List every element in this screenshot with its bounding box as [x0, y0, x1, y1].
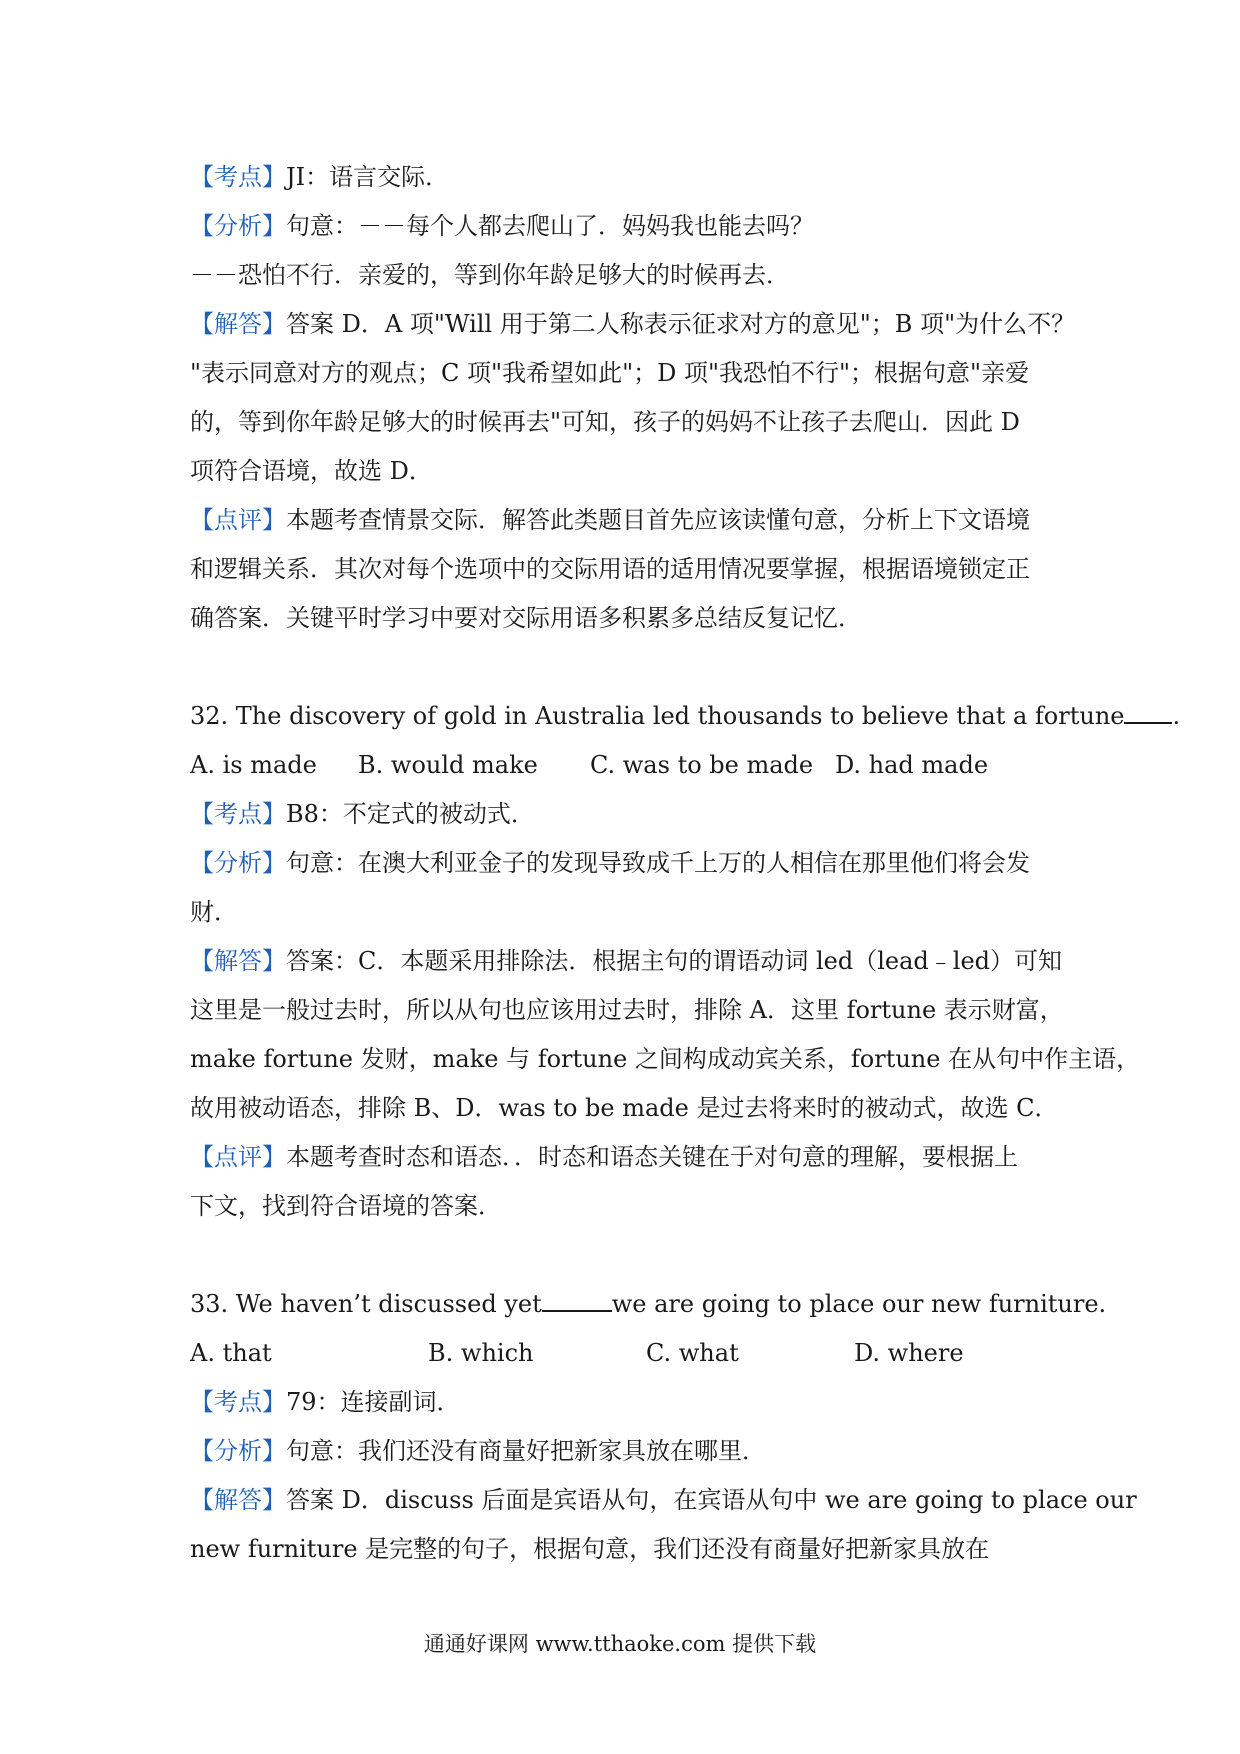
question-33-stem-before: 33. We haven’t discussed yet — [190, 1290, 542, 1318]
kaodian-tag: 【考点】 — [190, 800, 286, 828]
question-33-stem — [190, 1280, 1107, 1329]
jieda-line-4: 故用被动语态，排除 B、D．was to be made 是过去将来时的被动式，故选 C． — [190, 1094, 1059, 1122]
dianping-line-2: 下文，找到符合语境的答案． — [190, 1192, 502, 1220]
option-d: D. where — [854, 1339, 964, 1367]
fenxi-tag: 【分析】 — [190, 212, 286, 240]
option-c: C. what — [646, 1339, 739, 1367]
option-d: D. had made — [835, 751, 989, 779]
option-a: A. that — [190, 1339, 272, 1367]
fenxi-line — [190, 202, 1060, 251]
kaodian-line — [190, 790, 1060, 839]
kaodian-tag: 【考点】 — [190, 1388, 286, 1416]
answer-blank — [542, 1290, 612, 1312]
fenxi-tag: 【分析】 — [190, 1437, 286, 1465]
fenxi-text: 句意：－－每个人都去爬山了．妈妈我也能去吗？ — [286, 212, 814, 240]
spacer — [190, 643, 1060, 692]
fenxi-line — [190, 839, 1060, 888]
dianping-tag: 【点评】 — [190, 1143, 286, 1171]
jieda-line-2: new furniture 是完整的句子，根据句意，我们还没有商量好把新家具放在 — [190, 1535, 990, 1563]
dianping-line — [190, 496, 1060, 545]
jieda-line — [190, 300, 1076, 349]
fenxi-line-2: 财． — [190, 898, 238, 926]
jieda-line-3: make fortune 发财，make 与 fortune 之间构成动宾关系，fortune 在从句中作主语， — [190, 1045, 1141, 1073]
kaodian-tag: 【考点】 — [190, 163, 286, 191]
jieda-line-4: 项符合语境，故选 D． — [190, 457, 433, 485]
jieda-tag: 【解答】 — [190, 310, 286, 338]
jieda-tag: 【解答】 — [190, 947, 286, 975]
kaodian-text: 79：连接副词． — [286, 1388, 461, 1416]
kaodian-text: JI：语言交际． — [286, 163, 450, 191]
jieda-text: 答案 D．A 项"Will 用于第二人称表示征求对方的意见"；B 项"为什么不？ — [286, 310, 1076, 338]
option-b: B. which — [428, 1339, 534, 1367]
fenxi-text: 句意：我们还没有商量好把新家具放在哪里． — [286, 1437, 766, 1465]
fenxi-text: 句意：在澳大利亚金子的发现导致成千上万的人相信在那里他们将会发 — [286, 849, 1030, 877]
jieda-text: 答案 D．discuss 后面是宾语从句，在宾语从句中 we are going to place our — [286, 1486, 1137, 1514]
jieda-line-3: 的，等到你年龄足够大的时候再去"可知，孩子的妈妈不让孩子去爬山．因此 D — [190, 408, 1020, 436]
kaodian-line — [190, 153, 1060, 202]
answer-blank — [1124, 702, 1172, 724]
page-footer: 通通好课网 www.tthaoke.com 提供下载 — [423, 1632, 817, 1656]
jieda-text: 答案：C．本题采用排除法．根据主句的谓语动词 led（lead﹣led）可知 — [286, 947, 1063, 975]
dianping-text: 本题考查情景交际．解答此类题目首先应该读懂句意，分析上下文语境 — [286, 506, 1030, 534]
jieda-line-2: "表示同意对方的观点；C 项"我希望如此"；D 项"我恐怕不行"；根据句意"亲爱 — [190, 359, 1030, 387]
fenxi-line — [190, 1427, 1060, 1476]
jieda-line — [190, 1476, 1137, 1525]
dianping-line-2: 和逻辑关系．其次对每个选项中的交际用语的适用情况要掌握，根据语境锁定正 — [190, 555, 1030, 583]
question-32-stem-before: 32. The discovery of gold in Australia led thousands to believe that a fortune — [190, 702, 1125, 730]
fenxi-line-2: －－恐怕不行．亲爱的，等到你年龄足够大的时候再去． — [190, 261, 790, 289]
jieda-line — [190, 937, 1063, 986]
jieda-tag: 【解答】 — [190, 1486, 286, 1514]
kaodian-text: B8：不定式的被动式． — [286, 800, 535, 828]
dianping-line — [190, 1133, 1060, 1182]
question-33-options — [190, 1329, 1060, 1378]
dianping-tag: 【点评】 — [190, 506, 286, 534]
question-33-stem-after: we are going to place our new furniture. — [611, 1290, 1107, 1318]
spacer — [190, 1231, 1060, 1280]
fenxi-tag: 【分析】 — [190, 849, 286, 877]
question-32-stem-after: . — [1172, 702, 1181, 730]
jieda-line-2: 这里是一般过去时，所以从句也应该用过去时，排除 A．这里 fortune 表示财富， — [190, 996, 1064, 1024]
option-a: A. is made — [190, 751, 317, 779]
dianping-line-3: 确答案．关键平时学习中要对交际用语多积累多总结反复记忆． — [190, 604, 862, 632]
option-c: C. was to be made — [590, 751, 814, 779]
question-32-stem — [190, 692, 1181, 741]
dianping-text: 本题考查时态和语态．．时态和语态关键在于对句意的理解，要根据上 — [286, 1143, 1018, 1171]
page-content — [190, 153, 1181, 1574]
question-32-options — [190, 741, 1060, 790]
kaodian-line — [190, 1378, 1060, 1427]
option-b: B. would make — [358, 751, 538, 779]
